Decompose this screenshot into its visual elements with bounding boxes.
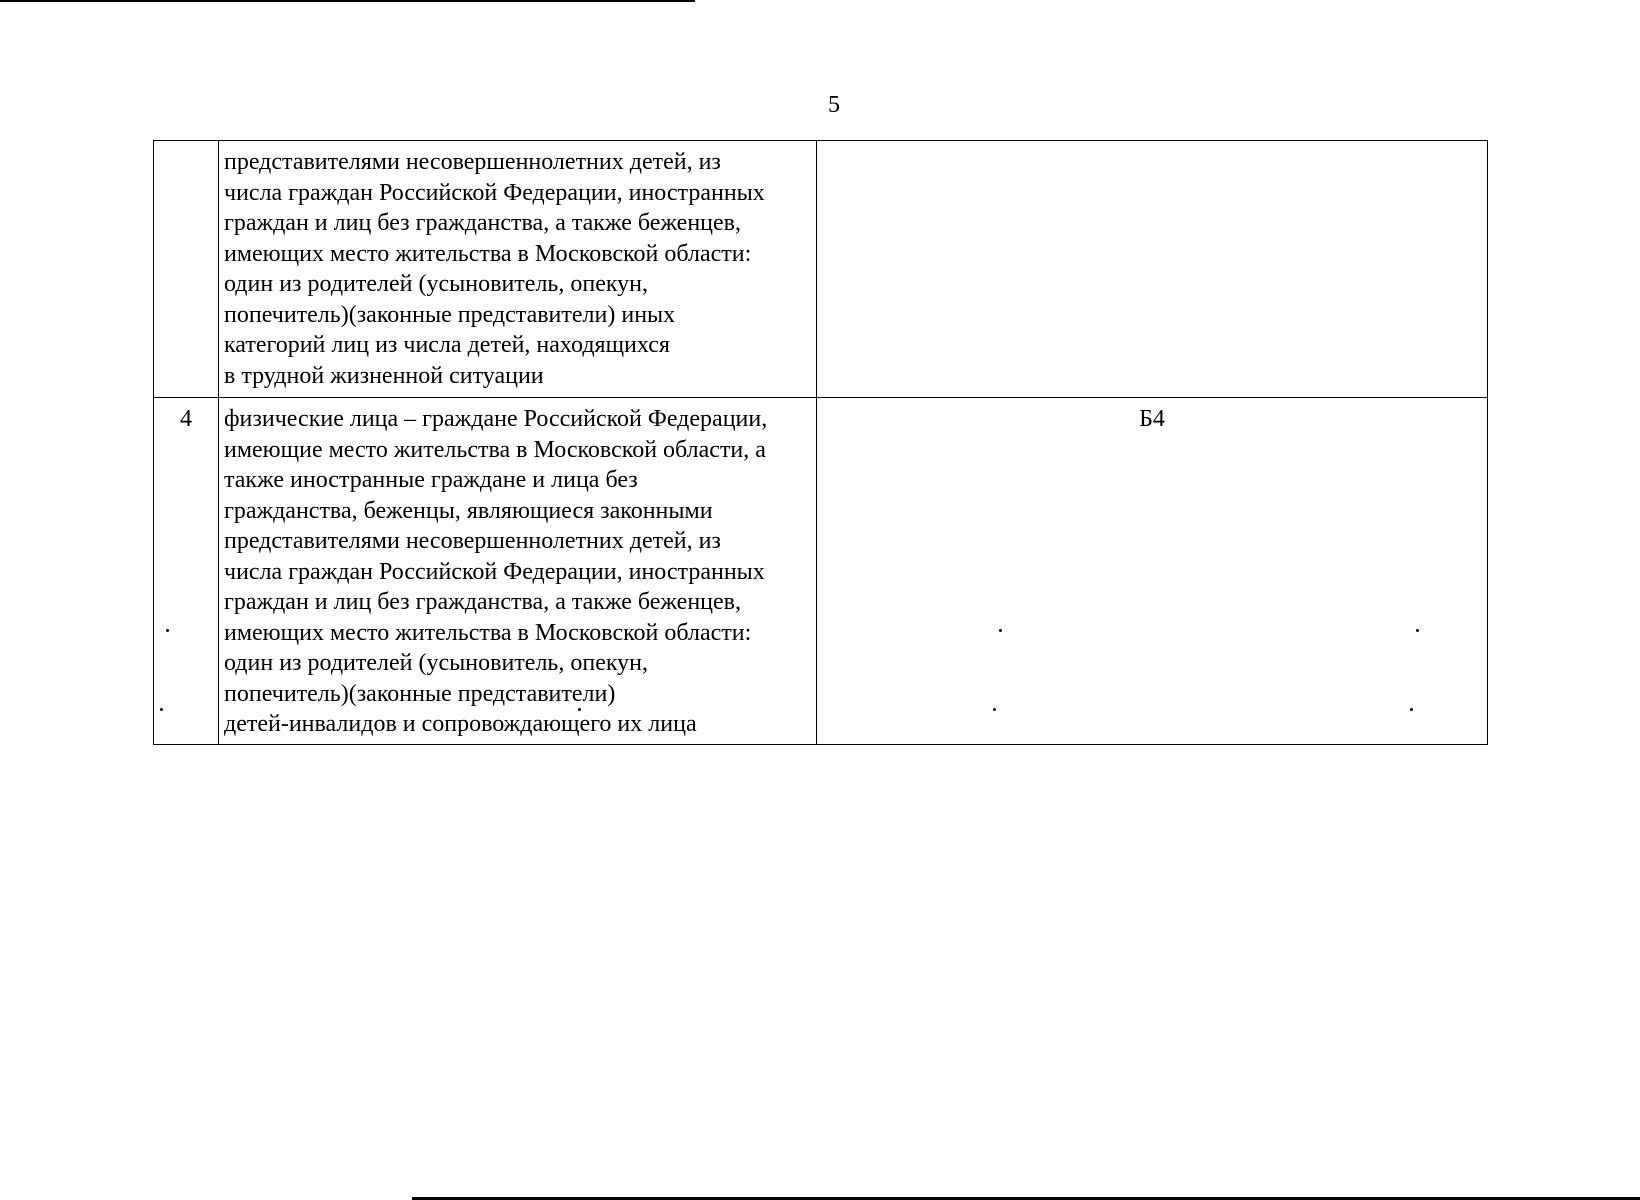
description-line: также иностранные граждане и лица без (224, 467, 638, 493)
row-number-cell: 4 (154, 398, 219, 745)
scan-speck (1416, 629, 1419, 632)
description-line: один из родителей (усыновитель, опекун, (224, 650, 649, 676)
description-line: детей-инвалидов и сопровождающего их лица (224, 711, 697, 737)
description-line: имеющие место жительства в Московской области, а (224, 436, 766, 463)
scan-speck (999, 629, 1002, 632)
description-line: представителями несовершеннолетних детей, из (224, 528, 721, 554)
description-line: числа граждан Российской Федерации, иностранных (224, 179, 765, 206)
row-description-cell (219, 141, 817, 398)
scan-speck (578, 708, 581, 711)
description-line: попечитель)(законные представители) (224, 680, 616, 707)
description-line: в трудной жизненной ситуации (224, 362, 544, 389)
description-line: попечитель)(законные представители) иных (224, 301, 676, 328)
row-description-cell (219, 398, 817, 745)
description-line: граждан и лиц без гражданства, а также беженцев, (224, 210, 742, 236)
row-code-cell: Б4 (817, 398, 1488, 745)
description-line: представителями несовершеннолетних детей, из (224, 149, 721, 175)
scan-speck (166, 629, 169, 632)
table-row (154, 141, 1488, 398)
document-table (153, 140, 1488, 745)
description-line: имеющих место жительства в Московской области: (224, 619, 752, 646)
scan-speck (160, 708, 163, 711)
description-line: граждан и лиц без гражданства, а также беженцев, (224, 589, 742, 615)
description-line: имеющих место жительства в Московской области: (224, 240, 752, 267)
description-line: гражданства, беженцы, являющиеся законными (224, 497, 713, 524)
scan-speck (1410, 708, 1413, 711)
scan-edge-top (0, 0, 695, 2)
description-line: один из родителей (усыновитель, опекун, (224, 271, 649, 297)
table-row (154, 398, 1488, 745)
page-number: 5 (828, 92, 840, 118)
scan-speck (993, 708, 996, 711)
description-line: числа граждан Российской Федерации, иностранных (224, 558, 765, 585)
row-number-cell (154, 141, 219, 398)
description-line: категорий лиц из числа детей, находящихся (224, 332, 670, 358)
row-code-cell (817, 141, 1488, 398)
description-line: физические лица – граждане Российской Федерации, (224, 406, 768, 432)
